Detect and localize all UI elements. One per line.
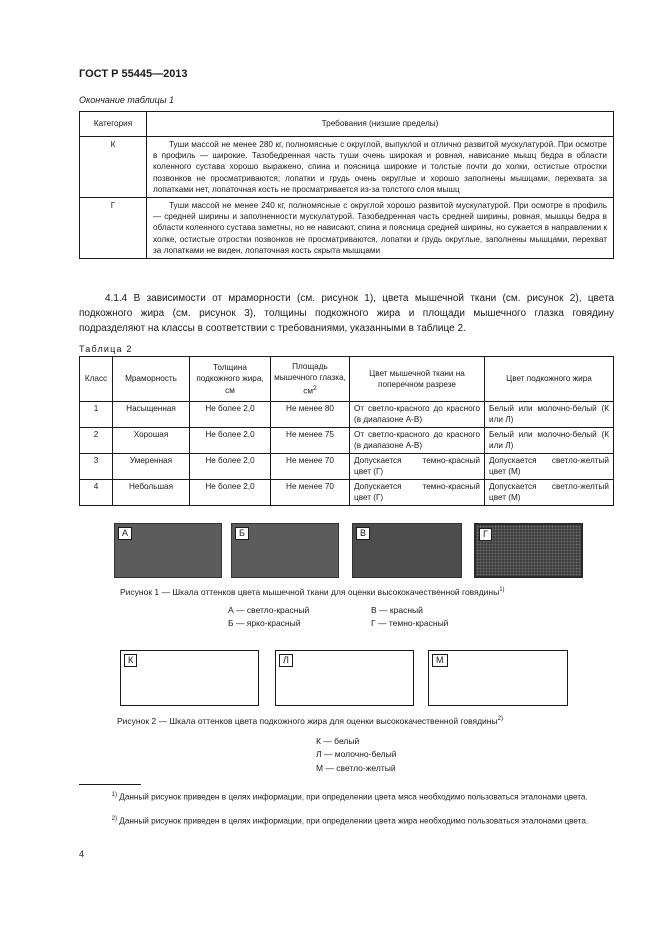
area-cell: Не менее 70 <box>271 454 350 480</box>
table1-category: К <box>80 137 147 198</box>
table1-caption: Окончание таблицы 1 <box>79 95 174 105</box>
fat-color-cell: Белый или молочно-белый (К или Л) <box>485 402 614 428</box>
figure2-caption-text: Рисунок 2 — Шкала оттенков цвета подкожного жира для оценки высококачественной говядины <box>117 716 498 726</box>
table1-header-requirements: Требования (низшие пределы) <box>147 112 614 137</box>
footnote-2-mark: 2) <box>111 816 117 822</box>
figure1-legend-a: А — светло-красный <box>228 605 310 615</box>
footnote-1-text: Данный рисунок приведен в целях информации, при определении цвета мяса необходимо пользоваться эталонами цвета. <box>119 792 588 802</box>
area-cell: Не менее 80 <box>271 402 350 428</box>
marbling-cell: Небольшая <box>113 480 190 506</box>
class-cell: 3 <box>80 454 113 480</box>
table-row <box>80 454 614 480</box>
swatch-label: М <box>432 654 448 667</box>
thickness-cell: Не более 2,0 <box>190 402 271 428</box>
requirements-text: Туши массой не менее 240 кг, полномясные с округлой хорошо развитой мускулатурой. При осмотре в профиль — средней ширины и заполненности мускулатурой. Тазобедренная часть средней ширины, ровная, мышцы бедра в области коленного сустава заметны, но не нависают, спина и поясница средней ширины, но сужается в направлении к холке, остистые отростки позвонков не просматриваются, лопатки и грудь округлые, заполнены мышцами, перехват за лопатками не виден, лопаточная кость скрыта мышцами <box>153 201 607 255</box>
figure2-legend-k: К — белый <box>316 736 360 746</box>
thickness-cell: Не более 2,0 <box>190 454 271 480</box>
fat-color-cell: Допускается светло-желтый цвет (М) <box>485 454 614 480</box>
fat-swatch-m <box>428 650 568 706</box>
muscle-color-cell: Допускается темно-красный цвет (Г) <box>350 454 485 480</box>
swatch-label: К <box>124 654 137 667</box>
document-header: ГОСТ Р 55445—2013 <box>79 68 188 80</box>
class-cell: 2 <box>80 428 113 454</box>
table1-requirements <box>147 198 614 259</box>
swatch-label: Б <box>235 527 249 540</box>
table2-header-fat-color: Цвет подкожного жира <box>485 357 614 402</box>
figure2-legend-m: М — светло-желтый <box>316 763 396 773</box>
figure2-caption-sup: 2) <box>497 716 503 723</box>
table1-category: Г <box>80 198 147 259</box>
marbling-cell: Хорошая <box>113 428 190 454</box>
eye-area-sup: 2 <box>312 385 317 393</box>
figure1-legend-g: Г — темно-красный <box>371 618 449 628</box>
requirements-text: Туши массой не менее 280 кг, полномясные с округлой, выпуклой и отлично развитой мускулатурой. При осмотре в профиль — широкие. Тазобедренная часть туши очень широкая и ровная, нависание мышц бедра в области коленного сустава хорошо выражено, спина и поясница широкие и толстые почти до холки, остистые отростки позвонков не просматриваются; лопатки и грудь очень округлые и хорошо заполнены мышцами, перехвата за лопатками нет, лопаточная кость не просматривается из-за толстого слоя мышц <box>153 140 607 194</box>
paragraph-4-1-4: 4.1.4 В зависимости от мраморности (см. рисунок 1), цвета мышечной ткани (см. рисунок 2), цвета подкожного жира (см. рисунок 3), толщины подкожного жира и площади мышечного глазка говядину подразделяют на классы в соответствии с требованиями, указанными в таблице 2. <box>79 293 614 334</box>
figure2-legend-l: Л — молочно-белый <box>316 749 397 759</box>
table-row <box>80 402 614 428</box>
area-cell: Не менее 75 <box>271 428 350 454</box>
table2 <box>79 356 614 506</box>
swatch-label: Л <box>279 654 293 667</box>
marbling-cell: Насыщенная <box>113 402 190 428</box>
table2-header-eye-area <box>271 357 350 402</box>
table2-header-fat-thickness: Толщина подкожного жира, см <box>190 357 271 402</box>
footnote-1-mark: 1) <box>111 792 117 798</box>
swatch-label: А <box>118 527 132 540</box>
figure2-caption <box>117 716 587 726</box>
table2-header-class: Класс <box>80 357 113 402</box>
table2-header-row <box>80 357 614 402</box>
table-row <box>80 198 614 259</box>
muscle-swatch-a <box>114 523 222 578</box>
muscle-swatch-v <box>352 523 462 578</box>
table2-caption: Таблица 2 <box>79 344 133 354</box>
eye-area-label: Площадь мышечного глазка, см <box>274 361 346 396</box>
muscle-swatch-b <box>231 523 339 578</box>
fat-color-cell: Допускается светло-желтый цвет (М) <box>485 480 614 506</box>
class-cell: 1 <box>80 402 113 428</box>
fat-color-cell: Белый или молочно-белый (К или Л) <box>485 428 614 454</box>
class-cell: 4 <box>80 480 113 506</box>
thickness-cell: Не более 2,0 <box>190 480 271 506</box>
swatch-label: Г <box>479 528 492 541</box>
table2-header-marbling: Мраморность <box>113 357 190 402</box>
footnote-divider <box>79 784 141 785</box>
table-row <box>80 137 614 198</box>
figure1-caption-sup: 1) <box>499 587 505 594</box>
figure1-caption <box>120 587 580 597</box>
thickness-cell: Не более 2,0 <box>190 428 271 454</box>
fat-swatch-k <box>120 650 259 706</box>
table-row <box>80 480 614 506</box>
figure1-legend-b: Б — ярко-красный <box>228 618 301 628</box>
swatch-label: В <box>356 527 370 540</box>
area-cell: Не менее 70 <box>271 480 350 506</box>
muscle-color-cell: Допускается темно-красный цвет (Г) <box>350 480 485 506</box>
fat-swatch-l <box>275 650 414 706</box>
table1-header-row <box>80 112 614 137</box>
footnote-2 <box>79 813 614 828</box>
footnote-1 <box>79 789 614 804</box>
muscle-color-cell: От светло-красного до красного (в диапазоне А-В) <box>350 402 485 428</box>
muscle-swatch-g <box>474 523 583 578</box>
table1-header-category: Категория <box>80 112 147 137</box>
figure1-legend-v: В — красный <box>371 605 423 615</box>
figure1-caption-text: Рисунок 1 — Шкала оттенков цвета мышечной ткани для оценки высококачественной говядины <box>120 587 500 597</box>
table1-requirements <box>147 137 614 198</box>
table1 <box>79 111 614 259</box>
footnote-2-text: Данный рисунок приведен в целях информации, при определении цвета жира необходимо пользоваться эталонами цвета. <box>119 816 589 826</box>
table2-header-muscle-color: Цвет мышечной ткани на поперечном разрезе <box>350 357 485 402</box>
muscle-color-cell: От светло-красного до красного (в диапазоне А-В) <box>350 428 485 454</box>
page-number: 4 <box>79 849 85 859</box>
table-row <box>80 428 614 454</box>
marbling-cell: Умеренная <box>113 454 190 480</box>
